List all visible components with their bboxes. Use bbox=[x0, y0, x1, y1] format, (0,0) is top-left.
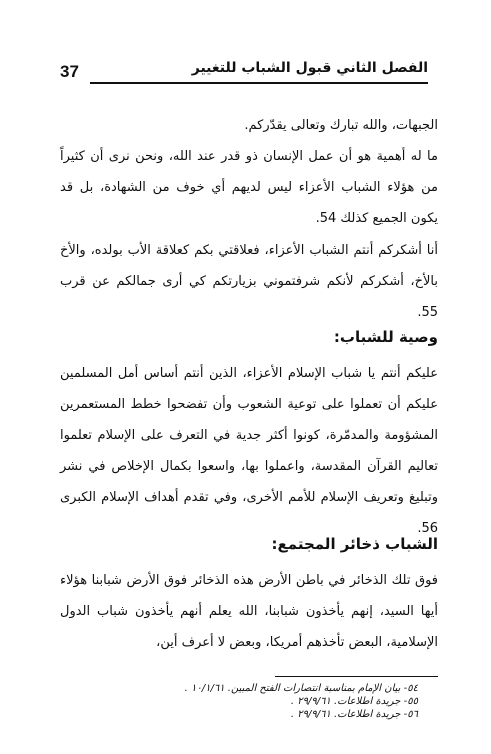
footnote-54: ٥٤- بيان الإمام بمناسبة انتصارات الفتح المبين. ١٠/١/٦١ . bbox=[184, 683, 418, 694]
footnote-56: ٥٦- جريدة اطلاعات. ٢٩/٩/٦١ . bbox=[290, 709, 418, 720]
paragraph-2: ما له أهمية هو أن عمل الإنسان ذو قدر عند الله، ونحن نرى أن كثيراً من هؤلاء الشباب الأعزاء ليس لديهم أي خوف من الشهادة، بل قد يكون الجميع كذلك 54. bbox=[60, 149, 438, 226]
paragraph-1: الجبهات، والله تبارك وتعالى يقدّركم. bbox=[244, 118, 438, 133]
running-title: الفصل الثاني قبول الشباب للتغيير bbox=[191, 60, 428, 76]
paragraph-3: أنا أشكركم أنتم الشباب الأعزاء، فعلاقتي بكم كعلاقة الأب بولده، والأخ بالأخ، أشكركم لأنكم شرفتموني بزيارتكم كي أرى جمالكم عن قرب 55. bbox=[60, 243, 438, 320]
section-heading-youth-treasures: الشباب ذخائر المجتمع: bbox=[271, 535, 438, 553]
paragraph-5: فوق تلك الذخائر في باطن الأرض هذه الذخائر فوق الأرض شبابنا هؤلاء أيها السيد، إنهم يأخذون شبابنا، الله يعلم أنهم يأخذون شباب الدول الإسلامية، البعض تأخذهم أمريكا، وبعض لا أعرف أين، bbox=[60, 573, 438, 650]
page-number: 37 bbox=[60, 62, 79, 81]
footnotes bbox=[60, 682, 438, 721]
page-header bbox=[60, 60, 428, 86]
footnote-rule bbox=[275, 676, 438, 677]
paragraph-4: عليكم أنتم يا شباب الإسلام الأعزاء، الذين أنتم أساس أمل المسلمين عليكم أن تعملوا على توعية الشعوب وأن تفضحوا خطط المستعمرين المشؤومة والمدمّرة، كونوا أكثر جدية في التعرف على الإسلام تعلموا تعاليم القرآن المقدسة، واعملوا بها، واسعوا بكمال الإخلاص في نشر وتبليغ وتعريف الإسلام للأمم الأخرى، وفي تقدم أهداف الإسلام الكبرى 56. bbox=[60, 366, 438, 536]
header-rule bbox=[90, 82, 428, 84]
section-heading-youth-advice: وصية للشباب: bbox=[333, 328, 438, 346]
footnote-55: ٥٥- جريدة اطلاعات. ٢٩/٩/٦١ . bbox=[290, 696, 418, 707]
